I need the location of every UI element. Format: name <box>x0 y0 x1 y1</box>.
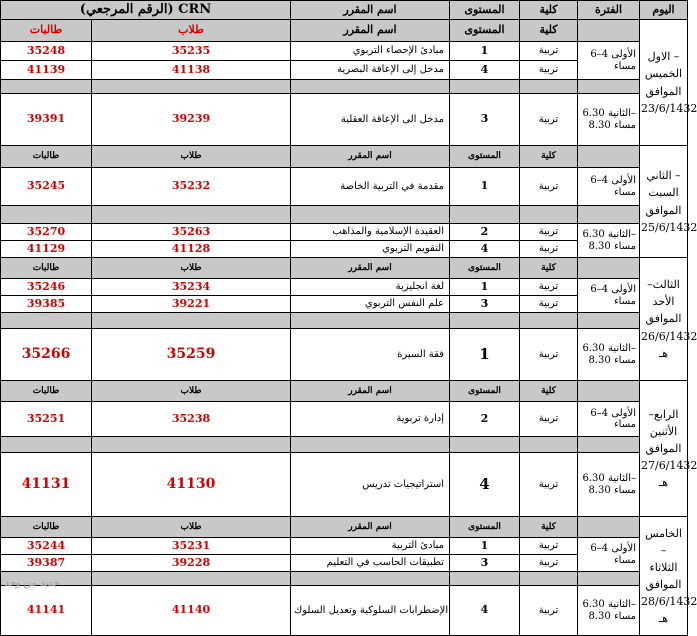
college: تربية <box>520 538 578 555</box>
day-line: الثلاثاء <box>649 560 678 574</box>
course-level: 3 <box>450 296 520 313</box>
table-row <box>1 381 688 402</box>
female-crn: 35244 <box>1 538 92 555</box>
female-crn-header: طالبات <box>1 146 92 168</box>
spacer-cell <box>1 313 92 329</box>
course-name-header: اسم المقرر <box>291 258 450 279</box>
day-line: الخميس <box>644 67 683 81</box>
table-row <box>1 586 688 636</box>
female-crn: 41139 <box>1 61 92 80</box>
course-name: مدخل إلى الإعاقة البصرية <box>291 61 450 80</box>
spacer-cell <box>291 437 450 453</box>
period-second <box>578 94 640 146</box>
spacer-cell <box>1 437 92 453</box>
crn-title <box>1 1 291 20</box>
male-crn: 41140 <box>92 586 291 636</box>
level-header: المستوى <box>450 258 520 279</box>
course-name: إدارة تربوية <box>291 402 450 437</box>
day-cell <box>640 258 697 381</box>
period-line: الأولى 4–6 <box>590 407 636 419</box>
table-row <box>1 1 688 20</box>
male-crn-header: طلاب <box>92 146 291 168</box>
male-crn: 41130 <box>92 453 291 517</box>
course-name: الإضطرابات السلوكية وتعديل السلوك <box>291 586 450 636</box>
female-crn: 41131 <box>1 453 92 517</box>
course-level: 2 <box>450 224 520 241</box>
period-spacer <box>578 206 640 224</box>
day-cell <box>640 517 697 636</box>
course-level: 4 <box>450 586 520 636</box>
female-crn-header: طالبات <box>1 20 92 42</box>
period-second <box>578 224 640 258</box>
period-first <box>578 402 640 437</box>
spacer-cell <box>1 206 92 224</box>
spacer-cell <box>92 80 291 94</box>
day-line: 23/6/1432 <box>641 101 697 115</box>
course-level: 3 <box>450 555 520 572</box>
college-header: كلية <box>520 381 578 402</box>
course-level: 1 <box>450 329 520 381</box>
male-crn: 41128 <box>92 241 291 258</box>
course-name: مبادئ الإحصاء التربوي <box>291 42 450 61</box>
period-line: 8.30 مساء <box>588 610 636 622</box>
day-line: هـ <box>658 612 669 626</box>
college: تربية <box>520 94 578 146</box>
spacer-cell <box>450 572 520 586</box>
college-header: كلية <box>520 146 578 168</box>
period-line: مساء <box>613 419 636 430</box>
period-second <box>578 329 640 381</box>
female-crn: 39391 <box>1 94 92 146</box>
spacer-cell <box>291 80 450 94</box>
period-line: الثانية 6.30– <box>582 473 636 484</box>
period-spacer <box>578 381 640 402</box>
male-crn: 35235 <box>92 42 291 61</box>
period-spacer <box>578 572 640 586</box>
table-row <box>1 453 688 517</box>
male-crn: 41138 <box>92 61 291 80</box>
college: تربية <box>520 296 578 313</box>
spacer-cell <box>1 80 92 94</box>
table-row <box>1 572 688 586</box>
male-crn: 35263 <box>92 224 291 241</box>
course-name: تطبيقات الحاسب في التعليم <box>291 555 450 572</box>
course-level: 1 <box>450 168 520 206</box>
female-crn: 35266 <box>1 329 92 381</box>
college-header: كلية <box>520 20 578 42</box>
college-header: كلية <box>520 258 578 279</box>
spacer-cell <box>520 80 578 94</box>
day-line: 28/6/1432 <box>641 595 697 609</box>
course-level: 2 <box>450 402 520 437</box>
day-line: هـ <box>658 346 669 360</box>
course-level: 4 <box>450 61 520 80</box>
period-line: الثانية 6.30– <box>582 229 636 240</box>
period-line: الثانية 6.30– <box>582 343 636 354</box>
female-crn: 35270 <box>1 224 92 241</box>
period-spacer <box>578 313 640 329</box>
course-name: استراتيجيات تدريس <box>291 453 450 517</box>
table-row <box>1 168 688 206</box>
female-crn-header: طالبات <box>1 258 92 279</box>
male-crn: 39221 <box>92 296 291 313</box>
day-line: الاول – <box>647 50 680 64</box>
course-level: 1 <box>450 42 520 61</box>
male-crn-header: طلاب <box>92 20 291 42</box>
period-line: الأولى 4–6 <box>590 284 636 295</box>
college: تربية <box>520 224 578 241</box>
period-line: 8.30 مساء <box>588 354 636 366</box>
day-line: الموافق <box>645 441 682 455</box>
period-line: الأولى 4–6 <box>590 543 636 554</box>
female-crn: 35251 <box>1 402 92 437</box>
period-first <box>578 42 640 80</box>
course-name: التقويم التربوي <box>291 241 450 258</box>
female-crn: 35246 <box>1 279 92 296</box>
period-first <box>578 538 640 572</box>
day-line: هـ <box>658 476 669 490</box>
course-name: مبادئ التربية <box>291 538 450 555</box>
spacer-cell <box>92 437 291 453</box>
period-second <box>578 586 640 636</box>
female-crn: 39385 <box>1 296 92 313</box>
college: تربية <box>520 555 578 572</box>
crn-subtitle: (الرقم المرجعي) <box>79 1 174 17</box>
table-row <box>1 538 688 555</box>
table-row <box>1 224 688 241</box>
course-name-header: اسم المقرر <box>291 20 450 42</box>
period-line: 8.30 مساء <box>588 240 636 252</box>
period-line: الأولى 4–6 <box>590 49 636 60</box>
day-line: الثالث– الأحد <box>647 278 680 309</box>
college: تربية <box>520 453 578 517</box>
female-crn-header: طالبات <box>1 517 92 538</box>
female-crn: 41141 <box>1 586 92 636</box>
male-crn: 35234 <box>92 279 291 296</box>
college: تربية <box>520 279 578 296</box>
table-row <box>1 258 688 279</box>
college: تربية <box>520 402 578 437</box>
course-level: 3 <box>450 94 520 146</box>
college: تربية <box>520 61 578 80</box>
college: تربية <box>520 329 578 381</box>
table-row <box>1 437 688 453</box>
spacer-cell <box>520 572 578 586</box>
table-row <box>1 313 688 329</box>
period-header: الفترة <box>578 1 640 20</box>
college-header: كلية <box>520 1 578 20</box>
day-line: الموافق <box>645 84 682 98</box>
period-spacer <box>578 80 640 94</box>
period-line: 8.30 مساء <box>588 484 636 496</box>
spacer-cell <box>450 80 520 94</box>
course-name: العقيدة الإسلامية والمذاهب <box>291 224 450 241</box>
table-row <box>1 94 688 146</box>
college: تربية <box>520 168 578 206</box>
spacer-cell <box>520 206 578 224</box>
day-cell <box>640 20 697 146</box>
level-header: المستوى <box>450 1 520 20</box>
course-name: مقدمة في التربية الخاصة <box>291 168 450 206</box>
course-level: 4 <box>450 453 520 517</box>
level-header: المستوى <box>450 381 520 402</box>
crn-label: CRN <box>178 1 212 17</box>
course-name-header: اسم المقرر <box>291 381 450 402</box>
period-spacer <box>578 437 640 453</box>
day-line: الرابع– الأثنين <box>648 407 679 438</box>
spacer-cell <box>291 313 450 329</box>
day-line: الموافق <box>645 312 682 326</box>
period-line: مساء <box>613 186 636 198</box>
course-level: 1 <box>450 538 520 555</box>
day-line: 25/6/1432 <box>641 220 697 234</box>
period-line: الثانية 6.30– <box>582 108 636 119</box>
day-line: الموافق <box>645 203 682 217</box>
course-name: فقة السيرة <box>291 329 450 381</box>
watermark: جديد من وجد <box>4 578 60 589</box>
day-line: الثاني – <box>646 169 681 183</box>
college: تربية <box>520 42 578 61</box>
period-spacer <box>578 517 640 538</box>
day-header: اليوم <box>640 1 688 20</box>
table-row <box>1 329 688 381</box>
day-line: 27/6/1432 <box>641 459 697 473</box>
period-spacer <box>578 20 640 42</box>
course-name: مدخل الى الإعاقة العقلية <box>291 94 450 146</box>
table-row <box>1 42 688 61</box>
period-line: الأولى 4–6 <box>590 175 636 186</box>
period-line: 8.30 مساء <box>588 119 636 131</box>
male-crn-header: طلاب <box>92 381 291 402</box>
course-name-header: اسم المقرر <box>291 517 450 538</box>
course-name-header: اسم المقرر <box>291 146 450 168</box>
male-crn: 35238 <box>92 402 291 437</box>
spacer-cell <box>520 313 578 329</box>
table-row <box>1 146 688 168</box>
female-crn: 39387 <box>1 555 92 572</box>
male-crn-header: طلاب <box>92 258 291 279</box>
spacer-cell <box>291 206 450 224</box>
spacer-cell <box>450 313 520 329</box>
day-line: الخامس – <box>645 526 682 557</box>
male-crn: 39239 <box>92 94 291 146</box>
period-second <box>578 453 640 517</box>
period-line: مساء <box>613 295 636 307</box>
spacer-cell <box>92 572 291 586</box>
female-crn: 35245 <box>1 168 92 206</box>
spacer-cell <box>520 437 578 453</box>
day-line: السبت <box>648 186 679 200</box>
period-spacer <box>578 258 640 279</box>
spacer-cell <box>450 437 520 453</box>
period-spacer <box>578 146 640 168</box>
male-crn: 35232 <box>92 168 291 206</box>
level-header: المستوى <box>450 517 520 538</box>
female-crn: 35248 <box>1 42 92 61</box>
level-header: المستوى <box>450 20 520 42</box>
period-first <box>578 168 640 206</box>
college-header: كلية <box>520 517 578 538</box>
college: تربية <box>520 586 578 636</box>
male-crn: 39228 <box>92 555 291 572</box>
table-row <box>1 80 688 94</box>
table-row <box>1 20 688 42</box>
period-line: مساء <box>613 60 636 72</box>
course-level: 4 <box>450 241 520 258</box>
course-name: لغة انجليزية <box>291 279 450 296</box>
period-line: الثانية 6.30– <box>582 599 636 610</box>
period-line: مساء <box>613 554 636 566</box>
day-cell <box>640 381 697 517</box>
day-line: الموافق <box>645 578 682 591</box>
table-row <box>1 402 688 437</box>
day-line: 26/6/1432 <box>641 329 697 343</box>
spacer-cell <box>92 206 291 224</box>
level-header: المستوى <box>450 146 520 168</box>
course-name: علم النفس التربوي <box>291 296 450 313</box>
college: تربية <box>520 241 578 258</box>
table-row <box>1 279 688 296</box>
female-crn-header: طالبات <box>1 381 92 402</box>
course-level: 1 <box>450 279 520 296</box>
course-name-header: اسم المقرر <box>291 1 450 20</box>
spacer-cell <box>450 206 520 224</box>
period-first <box>578 279 640 313</box>
male-crn: 35231 <box>92 538 291 555</box>
spacer-cell <box>92 313 291 329</box>
table-row <box>1 517 688 538</box>
male-crn-header: طلاب <box>92 517 291 538</box>
female-crn: 41129 <box>1 241 92 258</box>
male-crn: 35259 <box>92 329 291 381</box>
table-row <box>1 206 688 224</box>
spacer-cell <box>291 572 450 586</box>
day-cell <box>640 146 697 258</box>
